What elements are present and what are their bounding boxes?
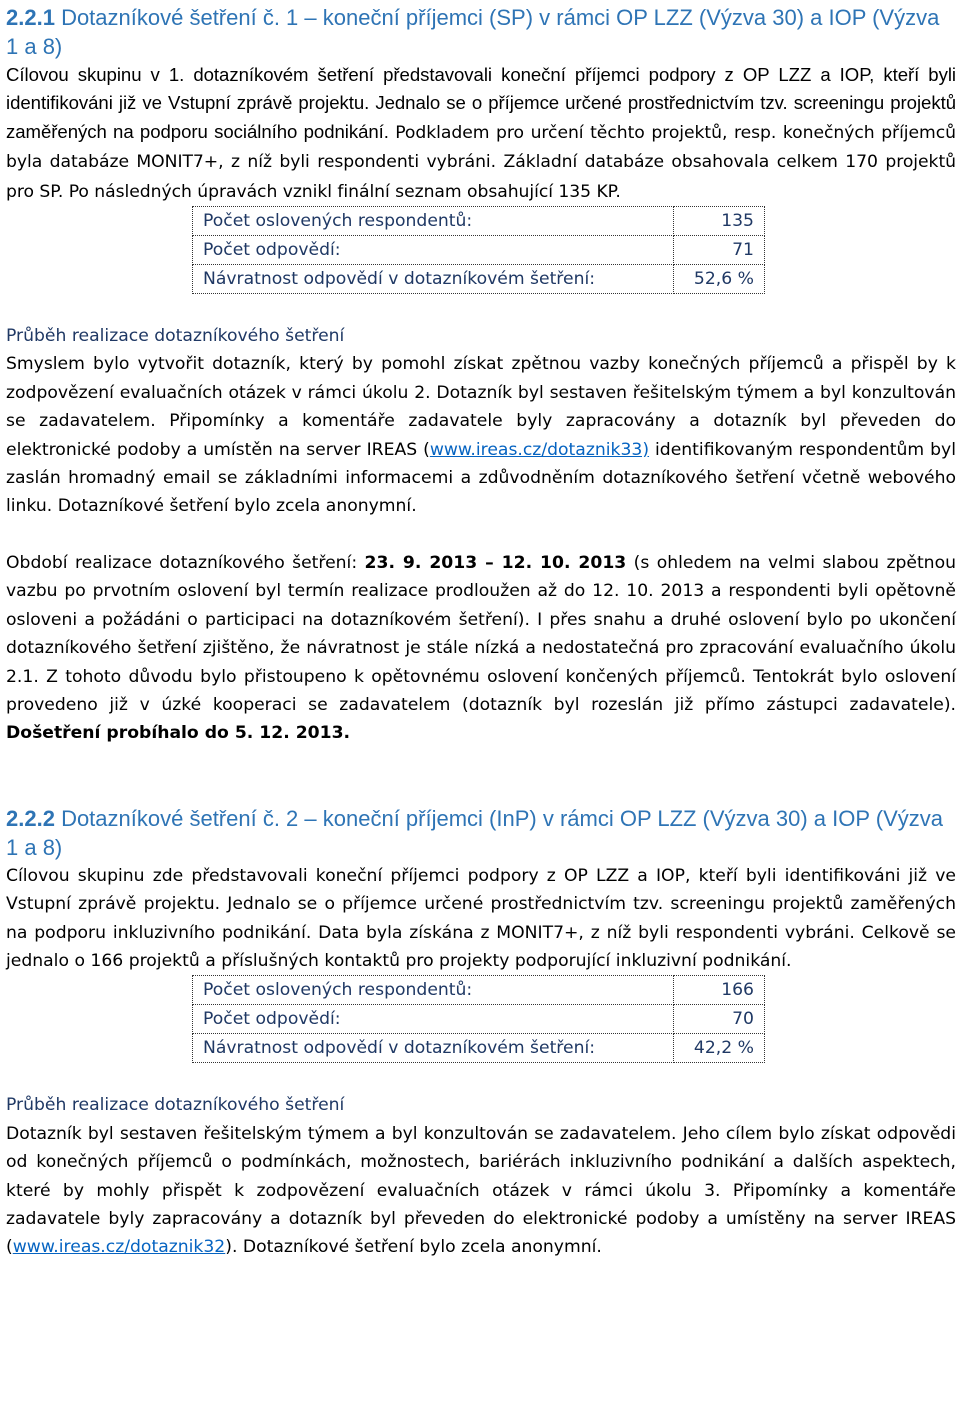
intro-text-a: Cílovou skupinu v 1. dotazníkovém šetření představovali koneční příjemci podpory z OP LZZ a IOP, kteří byli identifikováni již ve Vstupní zprávě projektu. Jednalo se o příjemce určené prostřednictvím tzv. screeningu projektů zaměřených na podporu sociálního podnikání.: [6, 64, 956, 142]
paragraph-period: [6, 549, 956, 748]
period-text: (s ohledem na velmi slabou zpětnou vazbu po prvotním oslovení byl termín realizace prodloužen až do 12. 10. 2013 a respondenti byli opětovně osloveni a požádáni o participaci na dotazníkovém šetření). I přes snahu a druhé oslovení bylo po ukončení dotazníkového šetření zjištěno, že návratnost je stále nízká a nedostatečná pro zpracování evaluačního úkolu 2.1. Z tohoto důvodu bylo přistoupeno k opětovnému oslovení končených příjemců. Tentokrát bylo oslovení provedeno již v úzké kooperaci se zadavatelem (dotazník byl rozeslán již přímo zástupci zadavatele).: [6, 552, 956, 715]
stat-value: 135: [674, 207, 765, 236]
paragraph-text: ). Dotazníkové šetření bylo zcela anonymní.: [225, 1237, 602, 1258]
paragraph-text: identifikovaným respondentům byl zaslán hromadný email se základními informacemi a zdůvodněním dotazníkového šetření včetně webového linku. Dotazníkové šetření bylo zcela anonymní.: [6, 439, 956, 517]
stat-value: 42,2 %: [674, 1034, 765, 1063]
stats-row: [193, 976, 765, 1005]
stats-row: [193, 207, 765, 236]
section-heading-2-2-2: [6, 804, 956, 862]
heading-number: 2.2.2: [6, 805, 55, 831]
stat-value: 52,6 %: [674, 265, 765, 294]
paragraph-purpose-2: [6, 1120, 956, 1262]
stat-value: 70: [674, 1005, 765, 1034]
survey-link-32[interactable]: www.ireas.cz/dotaznik32: [12, 1237, 226, 1258]
subheading-progress: Průběh realizace dotazníkového šetření: [6, 326, 345, 347]
intro-paragraph-2: Cílovou skupinu zde představovali koneční příjemci podpory z OP LZZ a IOP, kteří byli identifikováni již ve Vstupní zprávě projektu. Jednalo se o příjemce určené prostřednictvím tzv. screeningu projektů zaměřených na podporu inkluzivního podnikání. Data byla získána z MONIT7+, z níž byli respondenti vybráni. Celkově se jednalo o 166 projektů a příslušných kontaktů pro projekty podporující inkluzivní podnikání.: [6, 865, 956, 971]
survey-link-33[interactable]: www.ireas.cz/dotaznik33): [429, 439, 650, 460]
period-label: Období realizace dotazníkového šetření:: [6, 552, 365, 573]
stat-value: 71: [674, 236, 765, 265]
stat-label: Počet odpovědí:: [193, 236, 674, 265]
period-dates: 23. 9. 2013 – 12. 10. 2013: [364, 552, 627, 573]
stat-label: Počet oslovených respondentů:: [193, 976, 674, 1005]
intro-paragraph-a: [6, 61, 956, 206]
stats-table-1: [192, 206, 765, 294]
stats-row: [193, 265, 765, 294]
subheading-progress-2: Průběh realizace dotazníkového šetření: [6, 1095, 345, 1116]
document-page: [6, 3, 956, 1262]
stat-value: 166: [674, 976, 765, 1005]
paragraph-text: Smyslem bylo vytvořit dotazník, který by pomohl získat zpětnou vazby konečných příjemců a přispěl by k zodpovězení evaluačních otázek v rámci úkolu 2. Dotazník byl sestaven řešitelským týmem a byl konzultován se zadavatelem. Připomínky a komentáře zadavatele byly zapracovány a dotazník byl převeden do elektronické podoby a umístěn na server IREAS (: [6, 354, 956, 460]
heading-text: Dotazníkové šetření č. 1 – koneční příjemci (SP) v rámci OP LZZ (Výzva 30) a IOP (Výzva 1 a 8): [6, 5, 940, 59]
stat-label: Návratnost odpovědí v dotazníkovém šetření:: [193, 1034, 674, 1063]
period-end-note: Došetření probíhalo do 5. 12. 2013.: [6, 723, 351, 744]
paragraph-text: Dotazník byl sestaven řešitelským týmem a byl konzultován se zadavatelem. Jeho cílem bylo získat odpovědi od konečných příjemců o podmínkách, možnostech, bariérách inkluzivního podnikání a dalších aspektech, které by mohly přispět k zodpovězení evaluačních otázek v rámci úkolu 3. Připomínky a komentáře zadavatele byly zapracovány a dotazník byl převeden do elektronické podoby a umístěny na server IREAS (: [6, 1123, 956, 1258]
paragraph-purpose: [6, 350, 956, 520]
stat-label: Počet oslovených respondentů:: [193, 207, 674, 236]
stats-row: [193, 236, 765, 265]
stats-row: [193, 1005, 765, 1034]
stats-row: [193, 1034, 765, 1063]
heading-number: 2.2.1: [6, 5, 55, 30]
heading-text: Dotazníkové šetření č. 2 – koneční příjemci (InP) v rámci OP LZZ (Výzva 30) a IOP (Výzva 1 a 8): [6, 805, 944, 860]
intro-text-b: Podkladem pro určení těchto projektů, resp. konečných příjemců byla databáze MONIT7+, z níž byli respondenti vybráni. Základní databáze obsahovala celkem 170 projektů pro SP. Po následných úpravách vznikl finální seznam obsahující 135 KP.: [6, 122, 956, 202]
stats-table-2: [192, 975, 765, 1063]
stat-label: Počet odpovědí:: [193, 1005, 674, 1034]
stat-label: Návratnost odpovědí v dotazníkovém šetření:: [193, 265, 674, 294]
section-heading-2-2-1: [6, 3, 956, 61]
